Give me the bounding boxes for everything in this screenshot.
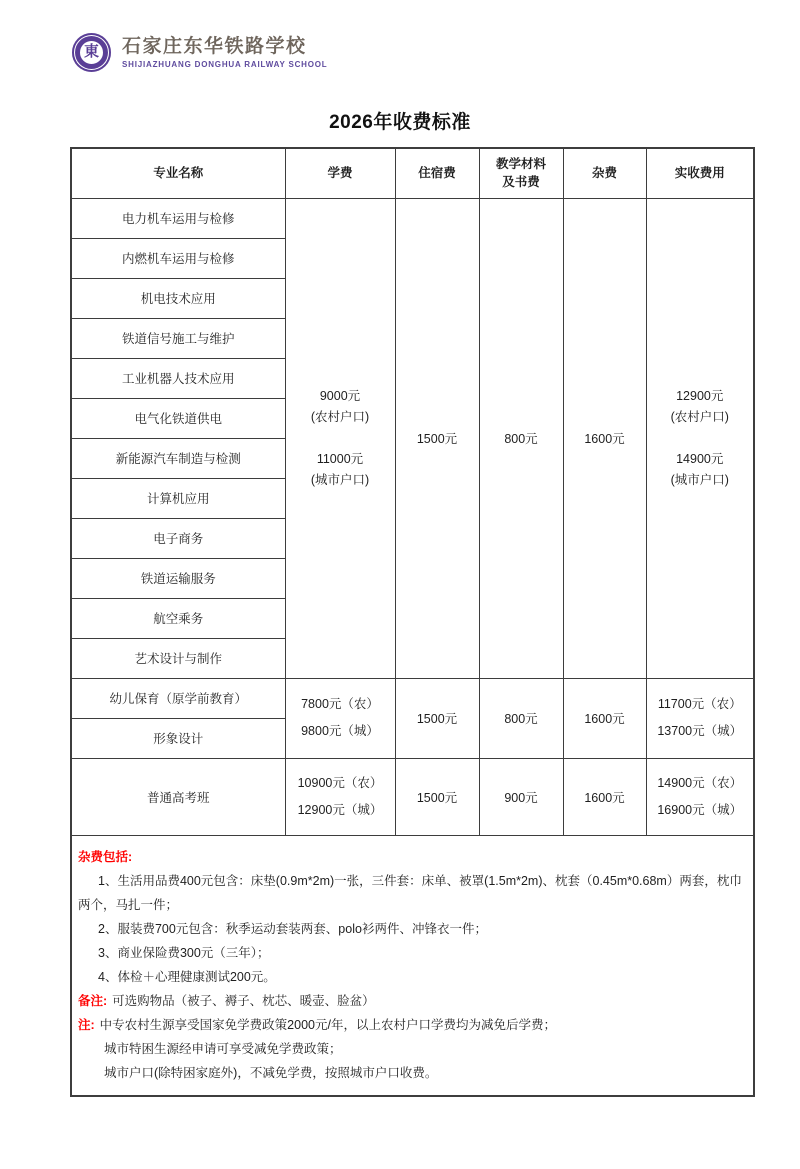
school-name-block — [122, 36, 328, 70]
table-row — [71, 678, 754, 718]
spacer — [649, 428, 752, 449]
total-cell-group3 — [646, 758, 754, 835]
total-rural-label: (农村户口) — [670, 409, 729, 424]
remark-line — [78, 989, 745, 1013]
table-row — [71, 758, 754, 835]
table-row — [71, 198, 754, 238]
tuition-urban-amount: 11000元 — [316, 451, 364, 466]
table-notes-row — [71, 835, 754, 1096]
misc-fee-item: 3、商业保险费300元（三年）； — [98, 945, 270, 960]
header-materials-line2: 及书费 — [502, 175, 540, 190]
table-header-row — [71, 148, 754, 198]
tuition-urban-label: (城市户口) — [310, 472, 370, 487]
page-title: 2026年收费标准 — [329, 112, 471, 133]
major-cell: 电气化铁道供电 — [71, 398, 285, 438]
accommodation-cell-group3: 1500元 — [395, 758, 479, 835]
major-cell: 普通高考班 — [71, 758, 285, 835]
misc-fee-item: 1、生活用品费400元包含：床垫(0.9m*2m)一张，三件套：床单、被罩(1.5m*2m)、枕套（0.45m*0.68m）两套，枕巾两个，马扎一件； — [78, 873, 742, 912]
misc-cell-group3: 1600元 — [563, 758, 646, 835]
tuition-rural-amount: 10900元（农） — [297, 775, 383, 790]
tuition-urban-amount: 9800元（城） — [301, 724, 379, 738]
major-cell: 航空乘务 — [71, 598, 285, 638]
misc-fee-item: 2、服装费700元包含：秋季运动套装两套、polo衫两件、冲锋衣一件； — [98, 921, 487, 936]
total-urban-amount: 13700元（城） — [657, 724, 743, 738]
major-cell: 机电技术应用 — [71, 278, 285, 318]
note-line — [78, 1013, 745, 1037]
header-misc: 杂费 — [563, 148, 646, 198]
spacer — [288, 428, 393, 449]
misc-cell-group2: 1600元 — [563, 678, 646, 758]
materials-cell-group2: 800元 — [479, 678, 563, 758]
header-materials — [479, 148, 563, 198]
note-line: 城市户口(除特困家庭外)，不减免学费，按照城市户口收费。 — [104, 1065, 438, 1080]
major-cell: 幼儿保育（原学前教育） — [71, 678, 285, 718]
school-logo-inner — [80, 41, 103, 64]
fee-table — [70, 147, 755, 1097]
major-cell: 计算机应用 — [71, 478, 285, 518]
school-name-english: SHIJIAZHUANG DONGHUA RAILWAY SCHOOL — [122, 60, 328, 70]
total-urban-amount: 16900元（城） — [657, 802, 743, 817]
note-label: 注: — [78, 1017, 95, 1032]
remark-text: 可选购物品（被子、褥子、枕芯、暖壶、脸盆） — [112, 993, 375, 1008]
total-cell-group1 — [646, 198, 754, 678]
materials-cell-group1: 800元 — [479, 198, 563, 678]
misc-fee-item: 4、体检＋心理健康测试200元。 — [98, 969, 276, 984]
tuition-rural-amount: 9000元 — [319, 388, 361, 403]
misc-fee-includes-title: 杂费包括: — [78, 849, 133, 864]
major-cell: 铁道信号施工与维护 — [71, 318, 285, 358]
major-cell: 电力机车运用与检修 — [71, 198, 285, 238]
major-cell: 铁道运输服务 — [71, 558, 285, 598]
tuition-cell-group1 — [285, 198, 395, 678]
header-total: 实收费用 — [646, 148, 754, 198]
total-rural-amount: 11700元（农） — [657, 697, 742, 711]
total-rural-amount: 12900元 — [676, 388, 724, 403]
major-cell: 内燃机车运用与检修 — [71, 238, 285, 278]
tuition-cell-group3 — [285, 758, 395, 835]
tuition-rural-amount: 7800元（农） — [301, 697, 379, 711]
header-accommodation: 住宿费 — [395, 148, 479, 198]
remark-label: 备注: — [78, 993, 108, 1008]
note-line: 城市特困生源经申请可享受减免学费政策； — [104, 1041, 342, 1056]
major-cell: 工业机器人技术应用 — [71, 358, 285, 398]
school-logo-icon — [72, 33, 111, 72]
tuition-cell-group2 — [285, 678, 395, 758]
header-materials-line1: 教学材料 — [495, 157, 546, 172]
header-major: 专业名称 — [71, 148, 285, 198]
total-urban-amount: 14900元 — [676, 451, 724, 466]
accommodation-cell-group2: 1500元 — [395, 678, 479, 758]
notes-section — [71, 835, 754, 1096]
total-cell-group2 — [646, 678, 754, 758]
materials-cell-group3: 900元 — [479, 758, 563, 835]
header-tuition: 学费 — [285, 148, 395, 198]
total-urban-label: (城市户口) — [670, 472, 729, 487]
accommodation-cell-group1: 1500元 — [395, 198, 479, 678]
total-rural-amount: 14900元（农） — [657, 775, 743, 790]
misc-cell-group1: 1600元 — [563, 198, 646, 678]
school-logo-glyph: 東 — [83, 44, 99, 60]
school-brand — [72, 33, 328, 72]
tuition-urban-amount: 12900元（城） — [297, 802, 383, 817]
school-name: 石家庄东华铁路学校 — [122, 35, 307, 57]
major-cell: 艺术设计与制作 — [71, 638, 285, 678]
major-cell: 新能源汽车制造与检测 — [71, 438, 285, 478]
major-cell: 形象设计 — [71, 718, 285, 758]
major-cell: 电子商务 — [71, 518, 285, 558]
tuition-rural-label: (农村户口) — [310, 409, 370, 424]
note-text: 中专农村生源享受国家免学费政策2000元/年，以上农村户口学费均为减免后学费； — [99, 1017, 556, 1032]
